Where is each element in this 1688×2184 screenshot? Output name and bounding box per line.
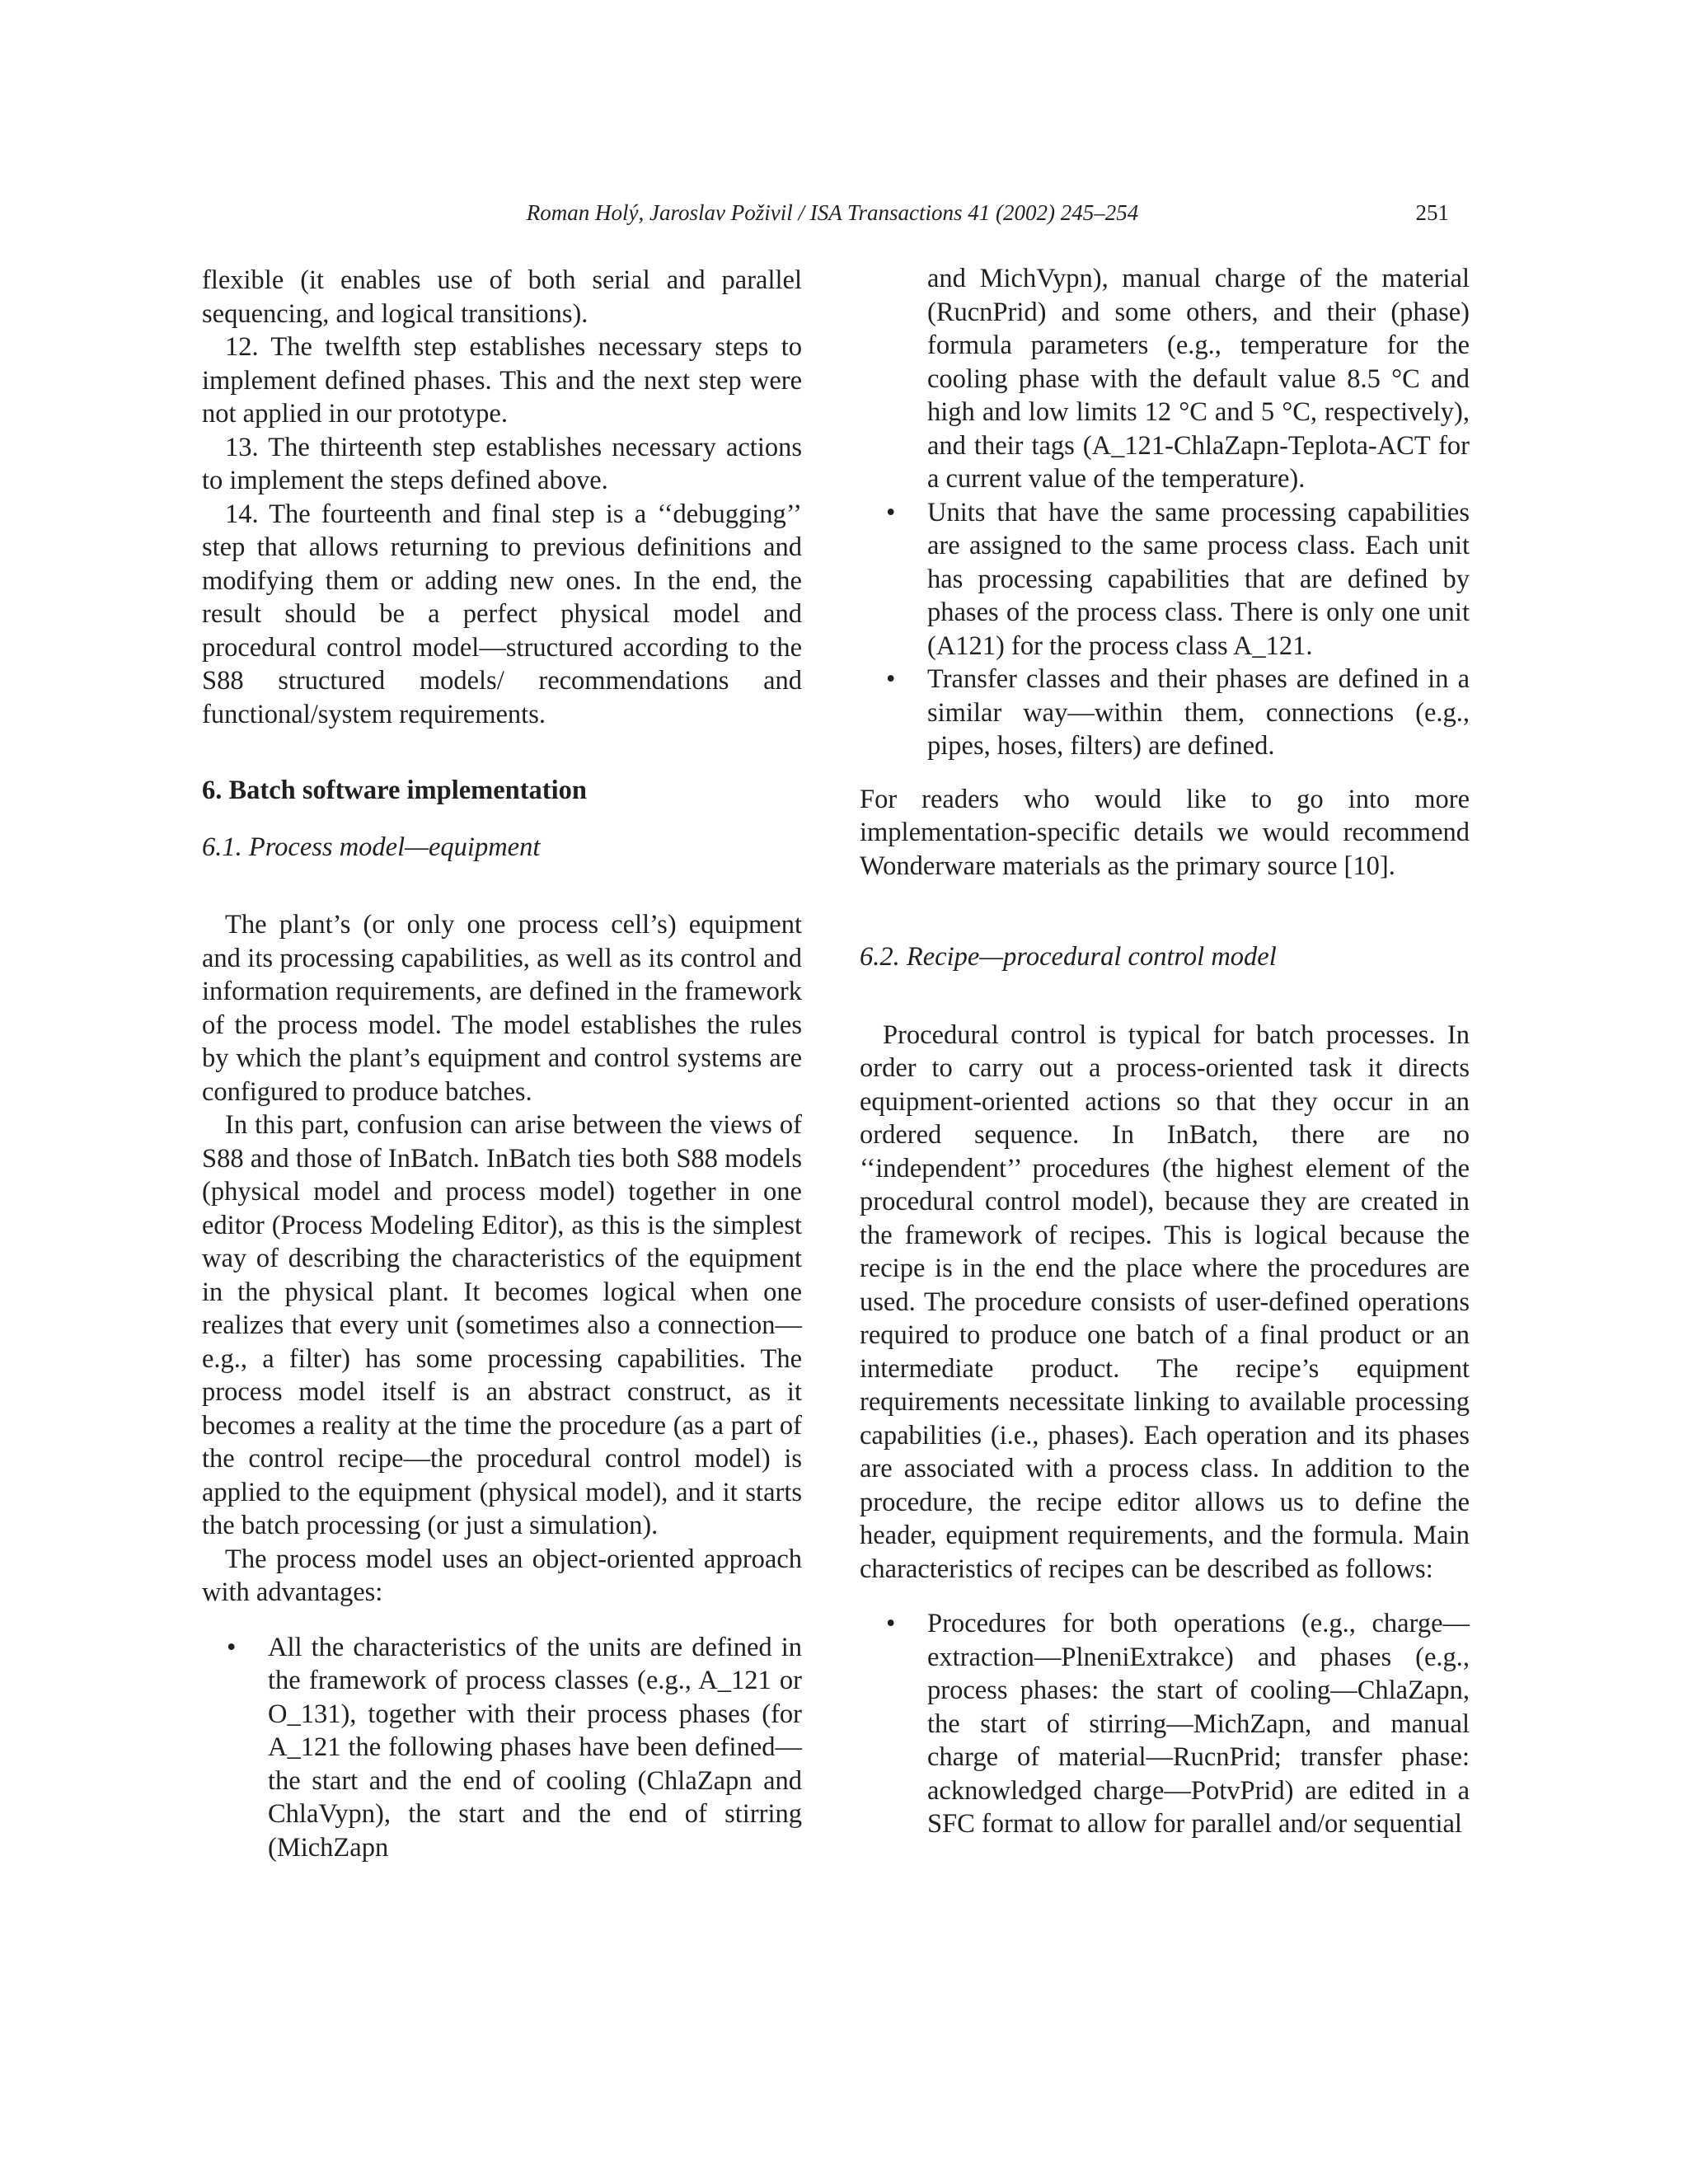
list-item-text: Transfer classes and their phases are defined in a similar way—within them, connections (e.g., pipes, hoses, filters) are defined.: [927, 664, 1470, 761]
page-number: 251: [1415, 200, 1449, 225]
bullet-marker: •: [886, 497, 896, 527]
subsection-heading-6-2: 6.2. Recipe—procedural control model: [860, 942, 1277, 972]
paragraph-step-13: 13. The thirteenth step establishes necessary actions to implement the steps defined above.: [202, 432, 802, 495]
list-item: [886, 496, 1470, 663]
list-item-continuation: [927, 262, 1470, 496]
left-column: [202, 264, 802, 1864]
list-item-text: Units that have the same processing capabilities are assigned to the same process class. Each unit has processing capabilities that are defined by phases of the process class. There is only one unit (A121) for the process class A_121.: [927, 497, 1470, 661]
paragraph-step-12: 12. The twelfth step establishes necessary steps to implement defined phases. This and the next step were not applied in our prototype.: [202, 332, 802, 429]
bullet-marker: •: [886, 664, 896, 694]
bullet-list: [202, 1631, 802, 1865]
subsection-heading-6-1: 6.1. Process model—equipment: [202, 832, 541, 862]
running-head: Roman Holý, Jaroslav Poživil / ISA Transactions 41 (2002) 245–254: [526, 200, 1139, 225]
paragraph-object-oriented: The process model uses an object-oriented approach with advantages:: [202, 1544, 802, 1607]
bullet-list-recipes: [860, 1607, 1470, 1841]
bullet-marker: •: [886, 1609, 896, 1638]
right-column: [860, 262, 1470, 1841]
list-item: [886, 663, 1470, 763]
paragraph-readers: For readers who would like to go into more implementation-specific details we would recommend Wonderware materials as the primary source [10].: [860, 784, 1470, 881]
list-item-text: All the characteristics of the units are defined in the framework of process classes (e.g., A_121 or O_131), together with their process phases (for A_121 the following phases have been defined—the start and the end of cooling (ChlaZapn and ChlaVypn), the start and the end of stirring (MichZapn: [268, 1632, 802, 1863]
paragraph-procedural-control: Procedural control is typical for batch processes. In order to carry out a process-oriented task it directs equipment-oriented actions so that they occur in an ordered sequence. In InBatch, there are no ‘‘independent’’ procedures (the highest element of the procedural control model), because they are created in the framework of recipes. This is logical because the recipe is in the end the place where the procedures are used. The procedure consists of user-defined operations required to produce one batch of a final product or an intermediate product. The recipe’s equipment requirements necessitate linking to available processing capabilities (i.e., phases). Each operation and its phases are associated with a process class. In addition to the procedure, the recipe editor allows us to define the header, equipment requirements, and the formula. Main characteristics of recipes can be described as follows:: [860, 1019, 1470, 1584]
list-item-text: Procedures for both operations (e.g., charge—extraction—PlneniExtrakce) and phases (e.g., process phases: the start of cooling—ChlaZapn, the start of stirring—MichZapn, and manual charge of material—RucnPrid; transfer phase: acknowledged charge—PotvPrid) are edited in a SFC format to allow for parallel and/or sequential: [927, 1609, 1470, 1839]
list-item: [227, 1631, 802, 1865]
section-heading: 6. Batch software implementation: [202, 776, 587, 805]
bullet-marker: •: [227, 1632, 237, 1662]
paragraph-continuation: flexible (it enables use of both serial and parallel sequencing, and logical transitions).: [202, 265, 802, 329]
bullet-list-continued: [860, 262, 1470, 763]
list-item-text: and MichVypn), manual charge of the material (RucnPrid) and some others, and their (phase) formula parameters (e.g., temperature for the cooling phase with the default value 8.5 °C and high and low limits 12 °C and 5 °C, respectively), and their tags (A_121-ChlaZapn-Teplota-ACT for a current value of the temperature).: [927, 264, 1470, 494]
list-item: [886, 1607, 1470, 1841]
paragraph-step-14: 14. The fourteenth and final step is a ‘‘debugging’’ step that allows returning to previous definitions and modifying them or adding new ones. In the end, the result should be a perfect physical model and procedural control model—structured according to the S88 structured models/ recommendations and functional/system requirements.: [202, 499, 802, 729]
paragraph-confusion: In this part, confusion can arise between the views of S88 and those of InBatch. InBatch ties both S88 models (physical model and process model) together in one editor (Process Modeling Editor), as this is the simplest way of describing the characteristics of the equipment in the physical plant. It becomes logical when one realizes that every unit (sometimes also a connection—e.g., a filter) has some processing capabilities. The process model itself is an abstract construct, as it becomes a reality at the time the procedure (as a part of the control recipe—the procedural control model) is applied to the equipment (physical model), and it starts the batch processing (or just a simulation).: [202, 1110, 802, 1540]
paragraph-plant: The plant’s (or only one process cell’s) equipment and its processing capabilities, as well as its control and information requirements, are defined in the framework of the process model. The model establishes the rules by which the plant’s equipment and control systems are configured to produce batches.: [202, 910, 802, 1107]
